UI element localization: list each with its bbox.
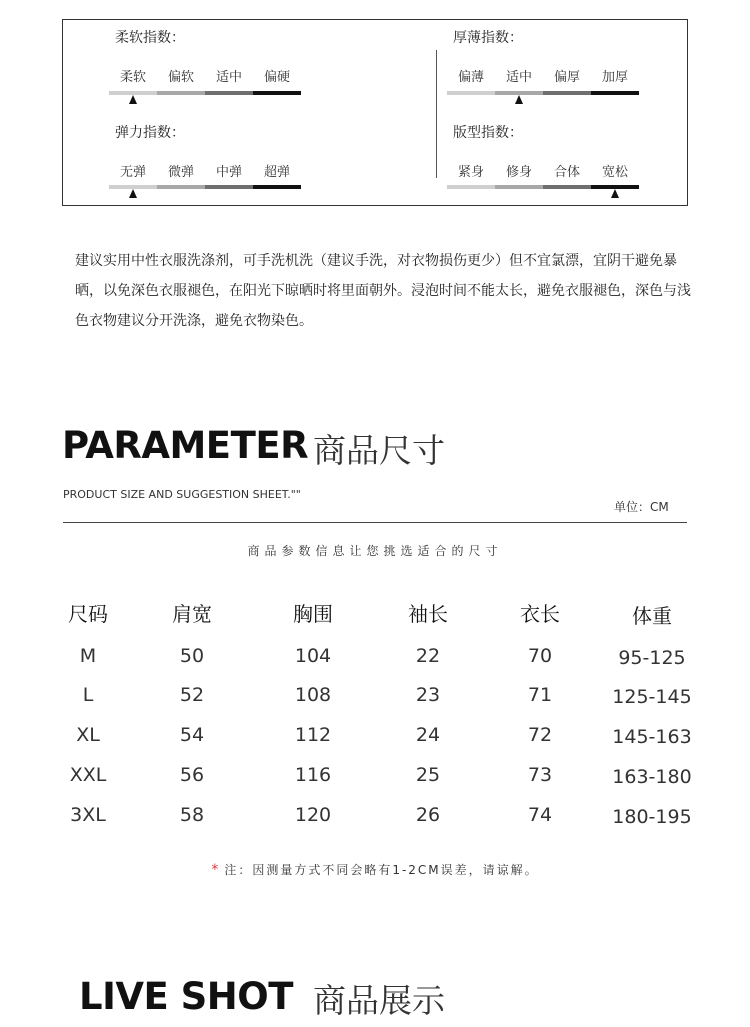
table-cell: 104 — [294, 645, 332, 667]
index-label: 偏薄 — [457, 70, 484, 85]
divider — [63, 522, 687, 523]
note-text: 注：因测量方式不同会略有1-2CM误差，请谅解。 — [224, 863, 539, 877]
parameter-heading-cn: 商品尺寸 — [313, 431, 445, 470]
table-cell: 116 — [294, 764, 332, 786]
table-cell: 95-125 — [618, 647, 686, 669]
table-cell: 120 — [294, 804, 332, 826]
table-intro: 商品参数信息让您挑选适合的尺寸 — [247, 544, 503, 558]
index-label: 偏厚 — [553, 70, 580, 85]
table-cell: 70 — [527, 645, 553, 667]
index-label: 适中 — [215, 70, 242, 85]
index-title: 弹力指数： — [115, 125, 185, 141]
table-header: 体重 — [632, 604, 672, 628]
table-cell: 58 — [179, 804, 205, 826]
table-cell: M — [79, 645, 97, 667]
index-title: 版型指数： — [453, 125, 523, 141]
index-scale-bar — [109, 91, 301, 95]
index-pointer-icon — [129, 189, 137, 198]
index-label: 修身 — [505, 165, 532, 180]
index-scale-bar — [447, 91, 639, 95]
table-header: 衣长 — [520, 602, 560, 626]
asterisk-icon: * — [211, 862, 221, 878]
table-cell: 72 — [527, 724, 553, 746]
index-label: 合体 — [553, 165, 580, 180]
table-cell: 22 — [415, 645, 441, 667]
table-cell: 112 — [294, 724, 332, 746]
live-shot-heading-cn: 商品展示 — [313, 981, 445, 1020]
table-header: 胸围 — [293, 602, 333, 626]
table-cell: 74 — [527, 804, 553, 826]
table-cell: 26 — [415, 804, 441, 826]
table-cell: 52 — [179, 684, 205, 706]
panel-divider — [436, 50, 437, 178]
table-cell: 23 — [415, 684, 441, 706]
table-cell: 54 — [179, 724, 205, 746]
index-label: 微弹 — [167, 165, 194, 180]
index-label: 宽松 — [601, 165, 628, 180]
table-cell: 56 — [179, 764, 205, 786]
table-cell: XXL — [69, 764, 107, 786]
table-cell: XL — [76, 724, 100, 746]
measurement-note — [0, 861, 750, 878]
table-cell: 50 — [179, 645, 205, 667]
table-cell: 71 — [527, 684, 553, 706]
table-header: 袖长 — [408, 602, 448, 626]
table-cell: 73 — [527, 764, 553, 786]
index-label: 加厚 — [601, 70, 628, 85]
index-label: 偏硬 — [263, 70, 290, 85]
table-cell: 25 — [415, 764, 441, 786]
index-label: 紧身 — [457, 165, 484, 180]
index-title: 柔软指数： — [115, 30, 185, 46]
index-pointer-icon — [129, 95, 137, 104]
table-cell: L — [82, 684, 94, 706]
index-pointer-icon — [515, 95, 523, 104]
table-header: 肩宽 — [172, 602, 212, 626]
index-label: 无弹 — [119, 165, 146, 180]
live-shot-heading: LIVE SHOT — [79, 975, 293, 1018]
table-cell: 3XL — [70, 804, 106, 826]
index-label: 超弹 — [263, 165, 290, 180]
index-pointer-icon — [611, 189, 619, 198]
parameter-subtitle: PRODUCT SIZE AND SUGGESTION SHEET."" — [63, 488, 301, 501]
table-cell: 180-195 — [612, 806, 692, 828]
table-cell: 125-145 — [612, 686, 692, 708]
index-label: 适中 — [505, 70, 532, 85]
table-cell: 108 — [294, 684, 332, 706]
unit-label: 单位：CM — [614, 500, 669, 514]
index-label: 柔软 — [119, 70, 146, 85]
index-label: 偏软 — [167, 70, 194, 85]
parameter-heading: PARAMETER — [62, 424, 309, 467]
index-title: 厚薄指数： — [453, 30, 523, 46]
table-header: 尺码 — [68, 602, 108, 626]
table-cell: 145-163 — [612, 726, 692, 748]
index-label: 中弹 — [215, 165, 242, 180]
table-cell: 24 — [415, 724, 441, 746]
index-scale-bar — [109, 185, 301, 189]
care-instructions: 建议实用中性衣服洗涤剂，可手洗机洗（建议手洗，对衣物损伤更少）但不宜氯漂，宜阴干避免暴晒，以免深色衣服褪色，在阳光下晾晒时将里面朝外。浸泡时间不能太长，避免衣服褪色，深色与浅色衣物建议分开洗涤，避免衣物染色。 — [75, 253, 691, 329]
table-cell: 163-180 — [612, 766, 692, 788]
